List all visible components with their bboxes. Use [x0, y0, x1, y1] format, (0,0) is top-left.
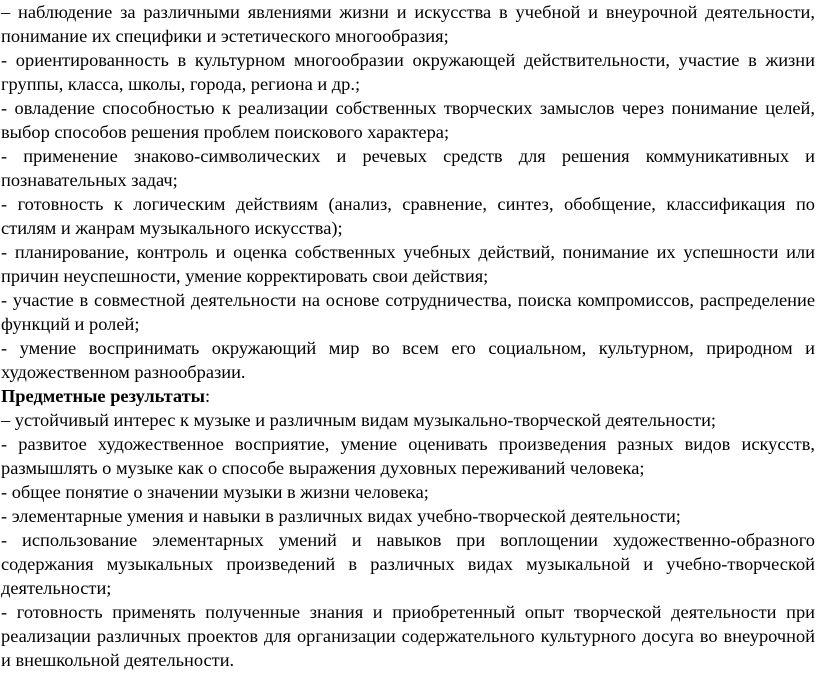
subject-results-heading-text: Предметные результаты [1, 386, 206, 406]
subject-item: – устойчивый интерес к музыке и различным видам музыкально-творческой деятельности; [1, 410, 717, 430]
subject-item: - элементарные умения и навыки в различных видах учебно-творческой деятельности; [1, 506, 681, 526]
metasubject-item: – наблюдение за различными явлениями жизни и искусства в учебной и внеурочной деятельности, понимание их специфики и эстетического многообразия; [1, 2, 815, 46]
metasubject-item: - ориентированность в культурном многообразии окружающей действительности, участие в жизни группы, класса, школы, города, региона и др.; [1, 50, 815, 94]
metasubject-item: - овладение способностью к реализации собственных творческих замыслов через понимание целей, выбор способов решения проблем поискового характера; [1, 98, 815, 142]
subject-item: - готовность применять полученные знания и приобретенный опыт творческой деятельности при реализации различных проектов для организации содержательного культурного досуга во внеурочной и внешкольной деятельности. [1, 602, 815, 670]
subject-item: - развитое художественное восприятие, умение оценивать произведения разных видов искусств, размышлять о музыке как о способе выражения духовных переживаний человека; [1, 434, 815, 478]
metasubject-item: - участие в совместной деятельности на основе сотрудничества, поиска компромиссов, распределение функций и ролей; [1, 290, 815, 334]
subject-item: - общее понятие о значении музыки в жизни человека; [1, 482, 429, 502]
metasubject-item: - готовность к логическим действиям (анализ, сравнение, синтез, обобщение, классификация по стилям и жанрам музыкального искусства); [1, 194, 815, 238]
subject-item: - использование элементарных умений и навыков при воплощении художественно-образного содержания музыкальных произведений в различных видах музыкальной и учебно-творческой деятельности; [1, 530, 815, 598]
subject-results-heading [1, 384, 815, 408]
metasubject-item: - планирование, контроль и оценка собственных учебных действий, понимание их успешности или причин неуспешности, умение корректировать свои действия; [1, 242, 815, 286]
metasubject-item: - умение воспринимать окружающий мир во всем его социальном, культурном, природном и художественном разнообразии. [1, 338, 815, 382]
subject-results-heading-colon: : [205, 386, 211, 406]
metasubject-item: - применение знаково-символических и речевых средств для решения коммуникативных и познавательных задач; [1, 146, 815, 190]
